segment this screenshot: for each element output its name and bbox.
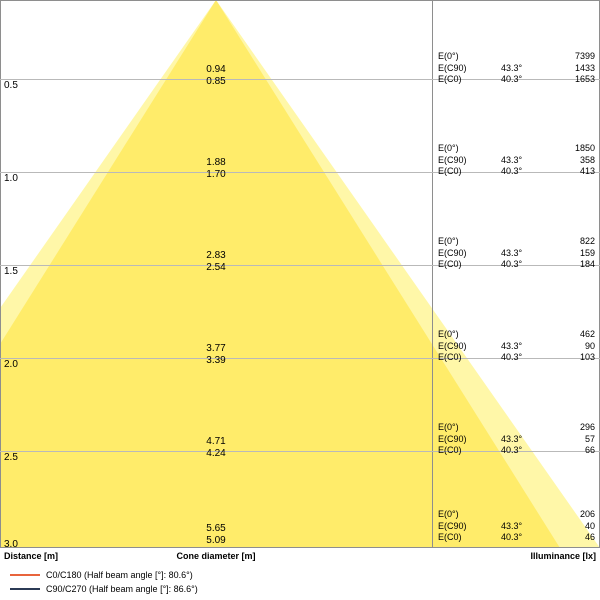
illuminance-angle: 40.3°	[501, 259, 523, 269]
illuminance-key: E(C0)	[438, 74, 462, 84]
illuminance-row	[433, 74, 600, 86]
illuminance-key: E(C0)	[438, 445, 462, 455]
illuminance-key: E(C0)	[438, 259, 462, 269]
illuminance-value: 7399	[574, 51, 595, 61]
illuminance-angle: 43.3°	[501, 154, 523, 165]
illuminance-angle: 43.3°	[501, 433, 523, 444]
illuminance-key: E(0°)	[438, 143, 459, 153]
illuminance-row	[433, 236, 600, 248]
illuminance-key: E(C90)	[438, 154, 467, 165]
illuminance-row	[433, 63, 600, 75]
illuminance-key: E(0°)	[438, 51, 459, 61]
illuminance-value: 822	[579, 236, 595, 246]
illuminance-value: 90	[584, 340, 595, 351]
illuminance-angle: 40.3°	[501, 445, 523, 455]
illuminance-value: 413	[579, 166, 595, 176]
illuminance-angle: 40.3°	[501, 532, 523, 542]
illuminance-row	[433, 155, 600, 167]
legend-item-c90	[0, 582, 600, 596]
cone-diameter-group-4	[0, 343, 432, 366]
illuminance-value: 184	[579, 259, 595, 269]
cone-diameter-c90-3: 2.54	[206, 261, 226, 273]
illuminance-key: E(C90)	[438, 520, 467, 531]
cone-diameter-c0-1: 0.94	[206, 64, 226, 75]
illuminance-value: 57	[584, 433, 595, 444]
cone-diameter-group-6	[0, 523, 432, 546]
illuminance-key: E(C90)	[438, 340, 467, 351]
illuminance-key: E(0°)	[438, 329, 459, 339]
illuminance-angle: 43.3°	[501, 340, 523, 351]
legend-label-c90: C90/C270 (Half beam angle [°]: 86.6°)	[46, 584, 198, 594]
illuminance-value: 462	[579, 329, 595, 339]
illuminance-value: 1653	[574, 74, 595, 84]
illuminance-row	[433, 521, 600, 533]
illuminance-row	[433, 509, 600, 521]
illuminance-row	[433, 434, 600, 446]
cone-diameter-axis-caption: Cone diameter [m]	[176, 551, 256, 561]
illuminance-key: E(C0)	[438, 166, 462, 176]
cone-diameter-c0-2: 1.88	[206, 157, 226, 168]
illuminance-value: 46	[584, 532, 595, 542]
illuminance-group-3	[433, 236, 600, 271]
distance-label-6: 3.0	[4, 539, 18, 548]
illuminance-key: E(0°)	[438, 236, 459, 246]
cone-diameter-c90-6: 5.09	[206, 534, 226, 546]
illuminance-row	[433, 445, 600, 457]
axis-captions	[0, 551, 600, 565]
illuminance-angle: 43.3°	[501, 247, 523, 258]
illuminance-key: E(0°)	[438, 509, 459, 519]
legend-item-c0	[0, 568, 600, 582]
illuminance-group-5	[433, 422, 600, 457]
illuminance-group-1	[433, 51, 600, 86]
cone-diameter-group-3	[0, 250, 432, 273]
illuminance-value: 40	[584, 520, 595, 531]
legend	[0, 568, 600, 596]
illuminance-angle: 43.3°	[501, 62, 523, 73]
illuminance-row	[433, 166, 600, 178]
illuminance-row	[433, 248, 600, 260]
plot-frame-bottom	[0, 547, 600, 548]
legend-label-c0: C0/C180 (Half beam angle [°]: 80.6°)	[46, 570, 193, 580]
illuminance-row	[433, 341, 600, 353]
distance-label-2: 1.0	[4, 173, 18, 184]
illuminance-value: 358	[579, 154, 595, 165]
cone-diameter-c0-3: 2.83	[206, 250, 226, 261]
cone-diameter-c0-6: 5.65	[206, 523, 226, 534]
illuminance-group-4	[433, 329, 600, 364]
distance-label-1: 0.5	[4, 80, 18, 91]
illuminance-key: E(C90)	[438, 247, 467, 258]
illuminance-value: 296	[579, 422, 595, 432]
illuminance-angle: 40.3°	[501, 74, 523, 84]
illuminance-row	[433, 143, 600, 155]
cone-diameter-c0-4: 3.77	[206, 343, 226, 354]
illuminance-value: 206	[579, 509, 595, 519]
cone-diameter-c90-1: 0.85	[206, 75, 226, 87]
illuminance-key: E(C90)	[438, 62, 467, 73]
cone-diameter-group-2	[0, 157, 432, 180]
illuminance-value: 1433	[574, 62, 595, 73]
illuminance-value: 103	[579, 352, 595, 362]
cone-diameter-group-5	[0, 436, 432, 459]
cone-diameter-c90-4: 3.39	[206, 354, 226, 366]
illuminance-angle: 40.3°	[501, 352, 523, 362]
illuminance-row	[433, 329, 600, 341]
illuminance-row	[433, 352, 600, 364]
illuminance-key: E(C0)	[438, 532, 462, 542]
cone-diameter-c0-5: 4.71	[206, 436, 226, 447]
illuminance-angle: 43.3°	[501, 520, 523, 531]
illuminance-group-6	[433, 509, 600, 544]
legend-swatch-c90-icon	[10, 588, 40, 590]
cone-diameter-c90-5: 4.24	[206, 447, 226, 459]
cone-diameter-group-1	[0, 64, 432, 87]
illuminance-key: E(0°)	[438, 422, 459, 432]
distance-label-3: 1.5	[4, 266, 18, 277]
distance-label-5: 2.5	[4, 452, 18, 463]
illuminance-value: 159	[579, 247, 595, 258]
plot-frame-top	[0, 0, 600, 1]
illuminance-axis-caption: Illuminance [lx]	[530, 551, 596, 561]
distance-axis-caption: Distance [m]	[4, 551, 59, 561]
illuminance-row	[433, 532, 600, 544]
illuminance-key: E(C90)	[438, 433, 467, 444]
distance-label-4: 2.0	[4, 359, 18, 370]
cone-diameter-c90-2: 1.70	[206, 168, 226, 180]
illuminance-key: E(C0)	[438, 352, 462, 362]
illuminance-group-2	[433, 143, 600, 178]
illuminance-row	[433, 51, 600, 63]
legend-swatch-c0-icon	[10, 574, 40, 576]
illuminance-row	[433, 422, 600, 434]
illuminance-row	[433, 259, 600, 271]
illuminance-value: 66	[584, 445, 595, 455]
illuminance-value: 1850	[574, 143, 595, 153]
illuminance-angle: 40.3°	[501, 166, 523, 176]
